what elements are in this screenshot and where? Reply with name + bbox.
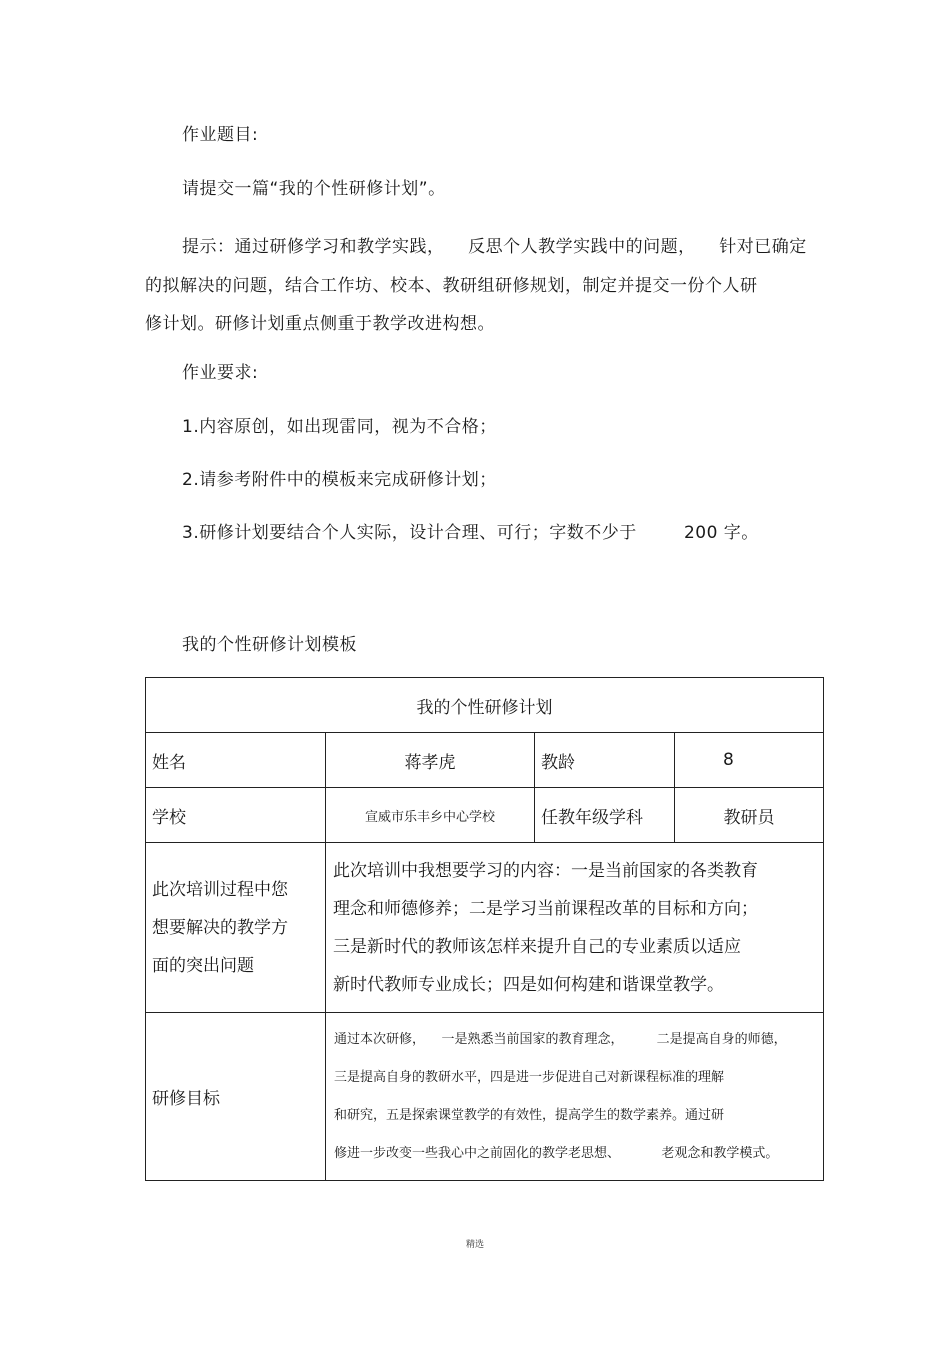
table-row-name	[146, 733, 824, 788]
requirement-item-1: 1.内容原创，如出现雷同，视为不合格；	[182, 417, 497, 437]
assignment-hint-line-1: 提示：通过研修学习和教学实践， 反思个人教学实践中的问题， 针对已确定	[182, 237, 807, 257]
goal-label: 研修目标	[146, 1013, 326, 1181]
problem-content-line: 新时代教师专业成长；四是如何构建和谐课堂教学。	[333, 974, 724, 995]
goal-content	[326, 1013, 824, 1181]
name-label: 姓名	[146, 733, 326, 788]
table-row-problem	[146, 843, 824, 1013]
table-row-goal	[146, 1013, 824, 1181]
teaching-years-label: 教龄	[535, 733, 675, 788]
problem-content-line: 三是新时代的教师该怎样来提升自己的专业素质以适应	[333, 936, 741, 957]
school-value: 宣威市乐丰乡中心学校	[326, 788, 535, 843]
goal-content-line: 通过本次研修， 一是熟悉当前国家的教育理念， 二是提高自身的师德，	[334, 1031, 787, 1047]
name-value: 蒋孝虎	[326, 733, 535, 788]
assignment-prompt: 请提交一篇“我的个性研修计划”。	[182, 179, 446, 199]
table-title: 我的个性研修计划	[146, 678, 824, 733]
problem-content	[326, 843, 824, 1013]
requirement-item-2: 2.请参考附件中的模板来完成研修计划；	[182, 470, 497, 490]
teaching-years-value: 8	[675, 733, 824, 788]
grade-subject-value: 教研员	[675, 788, 824, 843]
problem-content-line: 此次培训中我想要学习的内容：一是当前国家的各类教育	[333, 860, 758, 881]
assignment-hint-line-2: 的拟解决的问题，结合工作坊、校本、教研组研修规划，制定并提交一份个人研	[145, 276, 758, 296]
page-footer: 精选	[465, 1240, 484, 1250]
problem-content-line: 理念和师德修养；二是学习当前课程改革的目标和方向；	[333, 898, 758, 919]
goal-content-line: 三是提高自身的教研水平，四是进一步促进自己对新课程标准的理解	[334, 1069, 725, 1085]
requirement-item-3: 3.研修计划要结合个人实际，设计合理、可行；字数不少于 200 字。	[182, 523, 759, 543]
table-row-school	[146, 788, 824, 843]
grade-subject-label: 任教年级学科	[535, 788, 675, 843]
problem-label-line: 此次培训过程中您	[152, 879, 288, 900]
plan-table	[145, 677, 824, 1181]
template-caption: 我的个性研修计划模板	[182, 635, 357, 655]
goal-content-line: 修进一步改变一些我心中之前固化的教学老思想、 老观念和教学模式。	[334, 1145, 779, 1161]
assignment-hint-line-3: 修计划。研修计划重点侧重于教学改进构想。	[145, 314, 495, 334]
goal-content-line: 和研究，五是探索课堂教学的有效性，提高学生的数学素养。通过研	[334, 1107, 725, 1123]
problem-label-line: 面的突出问题	[152, 955, 254, 976]
problem-label	[146, 843, 326, 1013]
school-label: 学校	[146, 788, 326, 843]
assignment-title-label: 作业题目:	[182, 125, 259, 145]
problem-label-line: 想要解决的教学方	[152, 917, 288, 938]
table-title-row	[146, 678, 824, 733]
requirements-label: 作业要求:	[182, 363, 259, 383]
